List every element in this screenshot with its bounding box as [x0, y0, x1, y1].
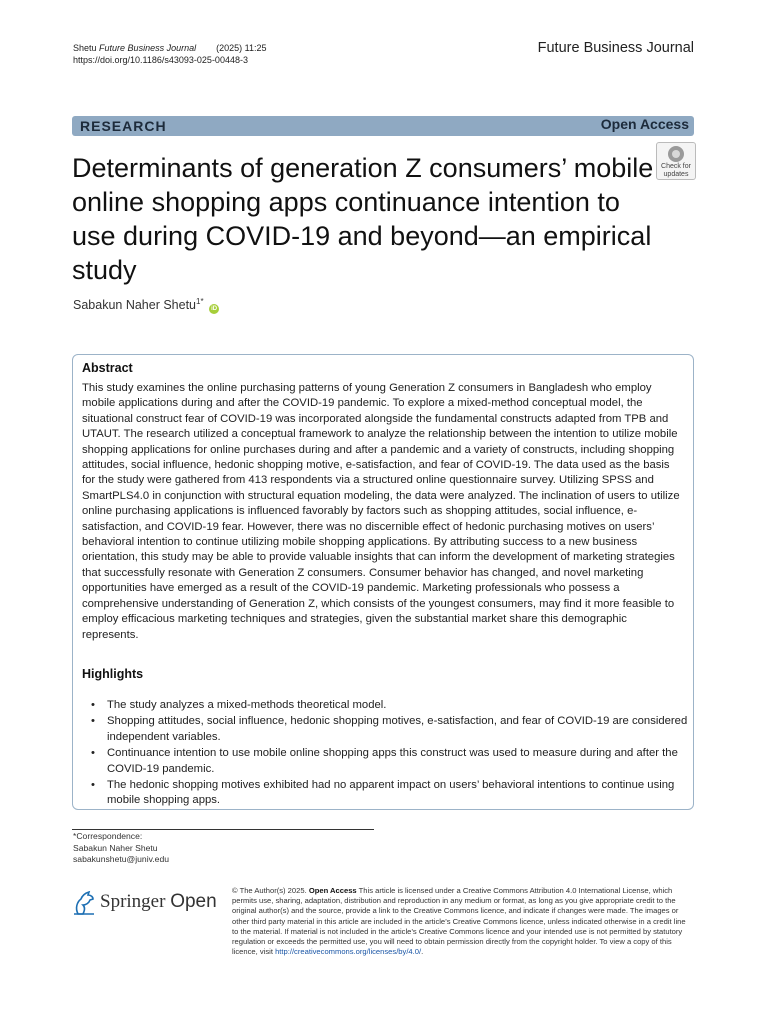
header-journal: Future Business Journal	[99, 43, 197, 53]
publisher-open: Open	[170, 891, 217, 912]
author-line	[73, 297, 219, 314]
check-badge-line1: Check for	[661, 163, 691, 170]
highlight-item: • Continuance intention to use mobile online shopping apps this construct was used to measure during and after the COVID-19 pandemic.	[82, 746, 690, 777]
highlights-list	[82, 698, 690, 810]
publisher-springer: Springer	[100, 891, 166, 912]
correspondence-name: Sabakun Naher Shetu	[73, 842, 158, 853]
highlight-item: • The study analyzes a mixed-methods theoretical model.	[82, 698, 690, 713]
license-open-access: Open Access	[308, 886, 357, 895]
correspondence-email[interactable]: sabakunshetu@juniv.edu	[73, 854, 169, 864]
abstract-heading: Abstract	[82, 361, 133, 375]
running-header	[73, 42, 267, 66]
research-bar	[72, 116, 694, 136]
correspondence-label: *Correspondence:	[73, 831, 143, 841]
journal-name: Future Business Journal	[537, 40, 694, 56]
abstract-box	[72, 354, 694, 810]
check-for-updates-icon[interactable]	[656, 142, 696, 180]
highlight-item: • Shopping attitudes, social influence, hedonic shopping motives, e-satisfaction, and fear of COVID-19 are considered independent variables.	[82, 714, 690, 745]
license-body: This article is licensed under a Creative Commons Attribution 4.0 International License, which permits use, sharing, adaptation, distribution and reproduction in any medium or format, as long as you give appropriate credit to the original author(s) and the source, provide a link to the Creative Commons licence, and indicate if changes were made. The images or other third party material in this article are included in the article’s Creative Commons licence, unless indicated otherwise in a credit line to the material. If material is not included in the article’s Creative Commons licence and your intended use is not permitted by statutory regulation or exceeds the permitted use, you will need to obtain permission directly from the copyright holder. To view a copy of this licence, visit	[232, 886, 686, 957]
article-title: Determinants of generation Z consumers’ mobile online shopping apps continuance intention to use during COVID-19 and beyond—an empirical study	[72, 153, 654, 285]
license-end: .	[421, 947, 424, 957]
header-author: Shetu	[73, 43, 97, 53]
publisher-name	[100, 891, 217, 913]
check-circle-icon	[668, 146, 684, 162]
abstract-text: This study examines the online purchasing patterns of young Generation Z consumers in Bangladesh who employ mobile applications during and after the COVID-19 pandemic. To explore a mixed-method conceptual model, the situational construct fear of COVID-19 was incorporated alongside the fundamental constructs adapted from TPB and UTAUT. The research utilized a conceptual framework to analyze the relationship between the intention to utilize mobile shopping applications for online purchases during and after a pandemic and a variety of constructs, including shopping attitudes, social influence, hedonic shopping motive, e-satisfaction, and fear of COVID-19. The data used as the basis for the study were gathered from 413 respondents via a structured online questionnaire survey. Utilizing SPSS and SmartPLS4.0 in conjunction with structural equation modeling, the data were analyzed. The inclination of users to utilize online purchasing applications is influenced favorably by factors such as shopping attitudes, social influence, e-satisfaction, and COVID-19 fear. However, there was no discernible effect of hedonic purchasing motives on users’ behavioral intention to continue utilizing mobile shopping applications. By attributing success to a new business orientation, this study may be able to provide valuable insights that can inform the development of marketing strategies that successfully resonate with Generation Z consumers. Consumer behavior has changed, and novel marketing opportunities have emerged as a result of the COVID-19 pandemic. Marketing professionals who possess a comprehensive understanding of Generation Z, which consists of the youngest consumers, may find it more feasible to employ efficacious marketing techniques and strategies, given the substantial market share this demographic represents.	[82, 382, 680, 641]
footnote-divider	[72, 829, 374, 830]
check-badge-line2: updates	[663, 171, 689, 178]
orcid-icon[interactable]: iD	[211, 306, 218, 313]
header-year-page: (2025) 11:25	[216, 43, 267, 53]
license-text	[232, 886, 694, 957]
correspondence	[73, 831, 169, 866]
springer-open-logo	[72, 888, 217, 918]
highlights-heading: Highlights	[82, 667, 144, 681]
author-name[interactable]: Sabakun Naher Shetu	[73, 298, 197, 313]
author-affiliation: 1*	[196, 297, 204, 306]
license-link[interactable]: http://creativecommons.org/licenses/by/4.0/	[275, 947, 422, 957]
highlight-item: • The hedonic shopping motives exhibited had no apparent impact on users’ behavioral intentions to continue using mobile shopping apps.	[82, 778, 690, 809]
open-access-label: Open Access	[600, 116, 689, 132]
springer-horse-icon	[72, 890, 96, 916]
doi-link[interactable]: https://doi.org/10.1186/s43093-025-00448-3	[73, 55, 248, 65]
license-prefix: © The Author(s) 2025.	[232, 886, 307, 895]
article-type: RESEARCH	[80, 118, 167, 134]
